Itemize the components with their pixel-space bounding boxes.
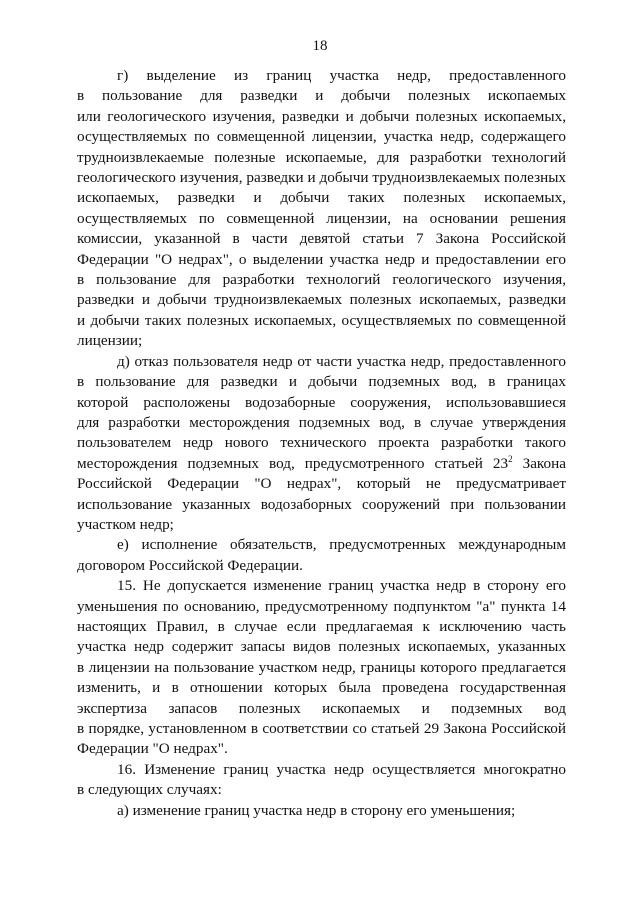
text-line: участка недр содержит запасы видов полезных ископаемых, указанных <box>77 638 566 656</box>
line-tail: Закона <box>512 454 567 472</box>
text-line: которой расположены водозаборные сооружения, использовавшиеся <box>77 393 566 411</box>
text-line: в пользование для разведки и добычи подземных вод, в границах <box>77 373 566 391</box>
text-line: изменить, и в отношении которых была проведена государственная <box>77 679 566 697</box>
text-line: г) выделение из границ участка недр, предоставленного <box>117 67 566 84</box>
text-line: Федерации "О недрах". <box>77 740 228 758</box>
text-line: и добычи таких полезных ископаемых, осуществляемых по совмещенной <box>77 311 566 329</box>
paragraph-p15 <box>77 576 566 760</box>
text-line: настоящих Правил, в случае если предлагаемая к исключению часть <box>77 617 566 635</box>
text-line: д) отказ пользователя недр от части участка недр, предоставленного <box>117 352 566 370</box>
paragraph-g <box>77 66 566 352</box>
text-line: комиссии, указанной в части девятой статьи 7 Закона Российской <box>77 230 566 248</box>
text-line: пользователем недр нового технического проекта разработки такого <box>77 434 566 452</box>
paragraph-a <box>77 801 566 821</box>
text-line: е) исполнение обязательств, предусмотренных международным <box>117 536 566 554</box>
text-line: использование указанных водозаборных сооружений при пользовании <box>77 495 566 513</box>
text-line: для разработки месторождения подземных вод, в случае утверждения <box>77 413 566 431</box>
paragraph-e <box>77 535 566 576</box>
text-line: ископаемых, разведки и добычи таких полезных ископаемых, <box>77 189 566 207</box>
text-line: договором Российской Федерации. <box>77 556 303 574</box>
text-line: 16. Изменение границ участка недр осуществляется многократно <box>117 760 566 778</box>
text-line: месторождения подземных вод, предусмотренного статьей $23^2$ Закона <box>77 453 567 472</box>
text-line: осуществляемых по совмещенной лицензии, на основании решения <box>77 209 566 227</box>
text-line: Российской Федерации "О недрах", который не предусматривает <box>77 475 566 493</box>
text-line: экспертиза запасов полезных ископаемых и подземных вод <box>77 699 566 717</box>
paragraph-d <box>77 352 566 536</box>
text-line: Федерации "О недрах", о выделении участка недр и предоставлении его <box>77 250 566 268</box>
text-line: или геологического изучения, разведки и добычи полезных ископаемых, <box>77 107 566 125</box>
text-line: участком недр; <box>77 515 174 533</box>
text-line: разведки и добычи трудноизвлекаемых полезных ископаемых, разведки <box>77 291 566 309</box>
paragraph-p16 <box>77 760 566 801</box>
text-line: а) изменение границ участка недр в сторону его уменьшения; <box>117 801 516 819</box>
text-line: в порядке, установленном в соответствии со статьей 29 Закона Российской <box>77 720 566 737</box>
text-line: трудноизвлекаемые полезные ископаемые, для разработки технологий <box>77 148 566 166</box>
page-number: 18 <box>312 38 328 54</box>
document-body <box>77 66 566 821</box>
text-line: в следующих случаях: <box>77 781 222 799</box>
text-line: в пользование для разведки и добычи полезных ископаемых <box>77 87 566 105</box>
text-line: в лицензии на пользование участком недр, границы которого предлагается <box>77 658 566 676</box>
text-line: лицензии; <box>77 332 143 350</box>
text-line: геологического изучения, разведки и добычи трудноизвлекаемых полезных <box>77 169 566 187</box>
text-line: осуществляемых по совмещенной лицензии, участка недр, содержащего <box>77 128 566 146</box>
text-line: в пользование для разработки технологий геологического изучения, <box>77 271 566 289</box>
text-line: 15. Не допускается изменение границ участка недр в сторону его <box>117 577 566 595</box>
superscript: 2 <box>508 453 513 464</box>
text-line: уменьшения по основанию, предусмотренному подпунктом "а" пункта 14 <box>77 597 566 615</box>
